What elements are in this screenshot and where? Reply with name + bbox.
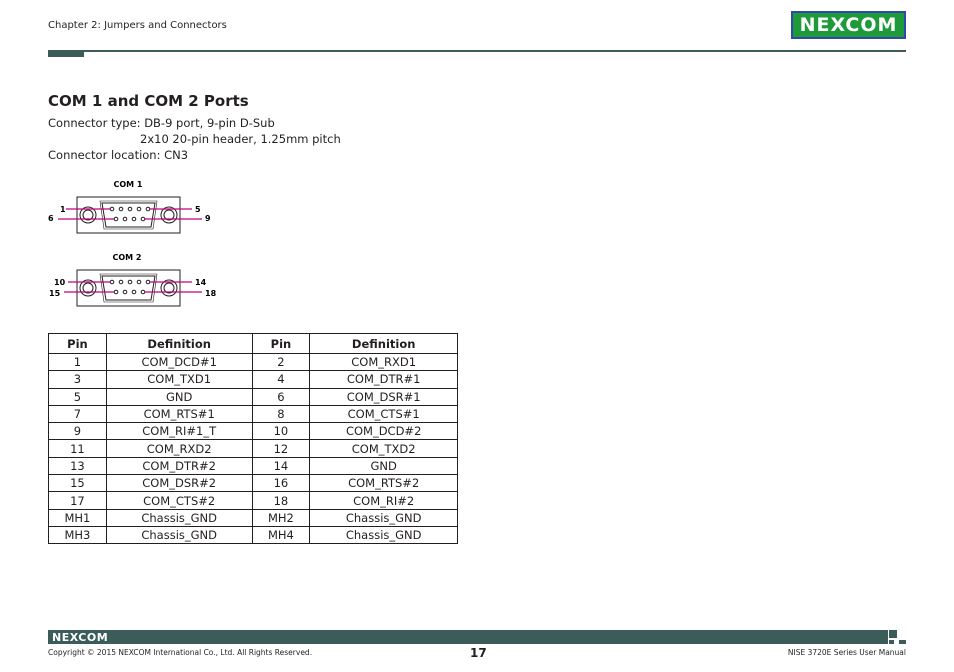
definition-cell: COM_DTR#2 xyxy=(106,457,252,474)
header-definition: Definition xyxy=(310,334,458,354)
pin-cell: 1 xyxy=(49,354,107,371)
definition-cell: Chassis_GND xyxy=(106,509,252,526)
nexcom-logo xyxy=(791,11,906,39)
com2-pin-10: 10 xyxy=(54,278,66,287)
footer-bar xyxy=(48,630,888,644)
com2-pin-15: 15 xyxy=(49,289,61,298)
pin-cell: 6 xyxy=(252,388,310,405)
table-row xyxy=(49,440,458,457)
table-row xyxy=(49,423,458,440)
com1-pin-9: 9 xyxy=(205,214,211,223)
table-row xyxy=(49,371,458,388)
com2-connector xyxy=(64,270,202,306)
footer-squares-icon xyxy=(889,630,906,644)
definition-cell: GND xyxy=(310,457,458,474)
com1-pin-6: 6 xyxy=(48,214,54,223)
definition-cell: COM_DCD#1 xyxy=(106,354,252,371)
pin-cell: 13 xyxy=(49,457,107,474)
pin-cell: 5 xyxy=(49,388,107,405)
connector-type: Connector type: DB-9 port, 9-pin D-Sub xyxy=(48,116,275,130)
logo-text: NEXCOM xyxy=(799,14,898,36)
definition-cell: Chassis_GND xyxy=(310,509,458,526)
header-pin: Pin xyxy=(49,334,107,354)
com-connector-diagram xyxy=(40,172,230,307)
pin-cell: 12 xyxy=(252,440,310,457)
section-title: COM 1 and COM 2 Ports xyxy=(48,92,249,110)
com1-pin-1: 1 xyxy=(60,205,66,214)
table-row xyxy=(49,388,458,405)
pin-cell: 3 xyxy=(49,371,107,388)
pin-cell: MH3 xyxy=(49,526,107,543)
pin-cell: 14 xyxy=(252,457,310,474)
header-divider-accent xyxy=(48,50,84,57)
footer-logo: NEXCOM xyxy=(52,631,109,644)
pin-cell: 4 xyxy=(252,371,310,388)
definition-cell: Chassis_GND xyxy=(310,526,458,543)
header-pin: Pin xyxy=(252,334,310,354)
table-row xyxy=(49,526,458,543)
pin-cell: MH1 xyxy=(49,509,107,526)
pin-cell: 9 xyxy=(49,423,107,440)
table-row xyxy=(49,354,458,371)
com1-connector xyxy=(58,197,202,233)
header-definition: Definition xyxy=(106,334,252,354)
definition-cell: COM_CTS#2 xyxy=(106,492,252,509)
definition-cell: Chassis_GND xyxy=(106,526,252,543)
definition-cell: COM_RXD1 xyxy=(310,354,458,371)
table-row xyxy=(49,405,458,422)
definition-cell: COM_DTR#1 xyxy=(310,371,458,388)
definition-cell: COM_TXD2 xyxy=(310,440,458,457)
connector-type-alt: 2x10 20-pin header, 1.25mm pitch xyxy=(140,132,341,146)
table-row xyxy=(49,475,458,492)
pin-cell: 11 xyxy=(49,440,107,457)
table-row xyxy=(49,457,458,474)
pin-cell: 10 xyxy=(252,423,310,440)
pin-cell: MH4 xyxy=(252,526,310,543)
pin-cell: 7 xyxy=(49,405,107,422)
definition-cell: COM_RI#1_T xyxy=(106,423,252,440)
definition-cell: COM_CTS#1 xyxy=(310,405,458,422)
page-number: 17 xyxy=(470,646,487,660)
com2-label: COM 2 xyxy=(112,253,142,262)
pin-cell: 2 xyxy=(252,354,310,371)
pin-cell: 18 xyxy=(252,492,310,509)
definition-cell: COM_TXD1 xyxy=(106,371,252,388)
definition-cell: COM_DCD#2 xyxy=(310,423,458,440)
definition-cell: COM_RTS#1 xyxy=(106,405,252,422)
pin-definition-table xyxy=(48,333,458,544)
header-divider xyxy=(48,50,906,52)
pin-cell: 16 xyxy=(252,475,310,492)
definition-cell: COM_RXD2 xyxy=(106,440,252,457)
definition-cell: GND xyxy=(106,388,252,405)
com1-label: COM 1 xyxy=(113,180,143,189)
definition-cell: COM_DSR#2 xyxy=(106,475,252,492)
definition-cell: COM_RTS#2 xyxy=(310,475,458,492)
table-row xyxy=(49,492,458,509)
definition-cell: COM_RI#2 xyxy=(310,492,458,509)
com2-pin-18: 18 xyxy=(205,289,217,298)
definition-cell: COM_DSR#1 xyxy=(310,388,458,405)
pin-cell: MH2 xyxy=(252,509,310,526)
com2-pin-14: 14 xyxy=(195,278,207,287)
pin-cell: 15 xyxy=(49,475,107,492)
manual-title: NISE 3720E Series User Manual xyxy=(787,648,906,657)
pin-cell: 8 xyxy=(252,405,310,422)
table-header-row xyxy=(49,334,458,354)
chapter-heading: Chapter 2: Jumpers and Connectors xyxy=(48,20,227,31)
copyright-text: Copyright © 2015 NEXCOM International Co., Ltd. All Rights Reserved. xyxy=(48,648,313,657)
table-row xyxy=(49,509,458,526)
pin-cell: 17 xyxy=(49,492,107,509)
connector-location: Connector location: CN3 xyxy=(48,148,189,162)
com1-pin-5: 5 xyxy=(195,205,201,214)
